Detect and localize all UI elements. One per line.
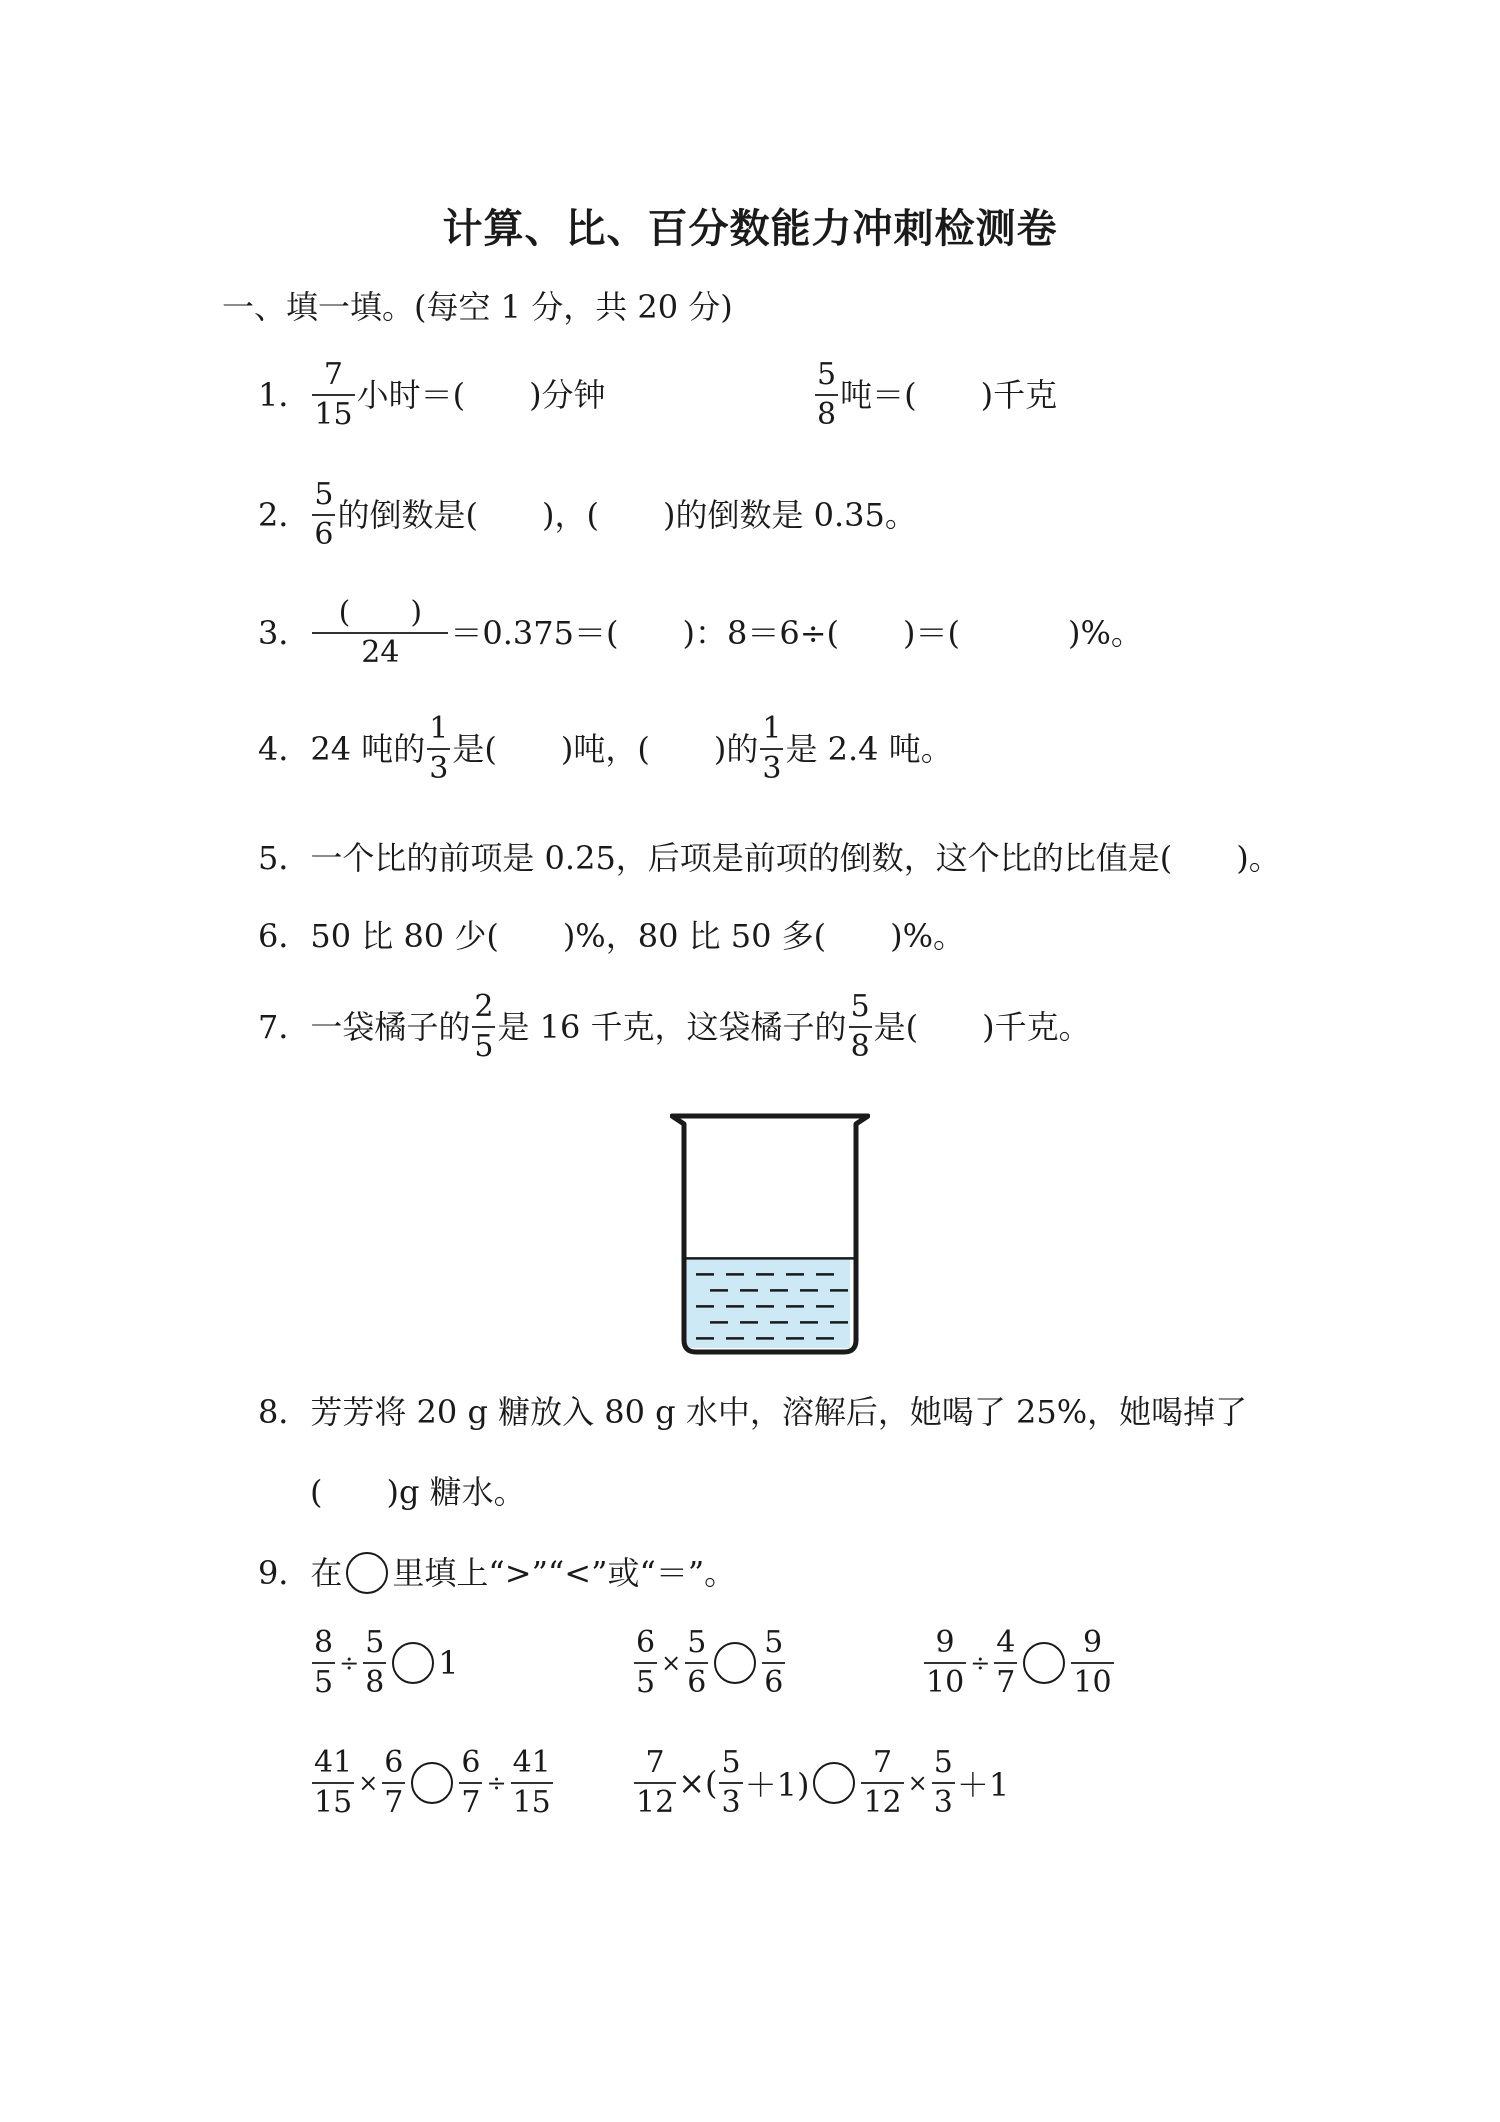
fraction: $\frac{1}{3}$ (762, 711, 782, 786)
fraction: $\frac{5}{8}$ (817, 357, 837, 432)
fraction-blank[interactable]: $\frac{( )}{24}$ (312, 598, 448, 668)
compare-expression-1: $\frac{8}{5}$ ÷ $\frac{5}{8}$ 1 (314, 1625, 459, 1700)
question-3: 3． $\frac{( )}{24}$ ＝0.375＝( )：8＝6÷( )＝( )%。 (258, 595, 1143, 670)
question-8-line-2: ( )g 糖水。 (310, 1473, 526, 1511)
compare-circle[interactable] (813, 1762, 855, 1804)
fraction: $\frac{5}{6}$ (314, 477, 334, 552)
beaker-illustration (670, 1112, 870, 1362)
compare-expression-5: $\frac{7}{12}$ ×( $\frac{5}{3}$ ＋1) $\frac{7}{12}$ × $\frac{5}{3}$ ＋1 (636, 1745, 1010, 1820)
page-title: 计算、比、百分数能力冲刺检测卷 (442, 206, 1058, 252)
compare-circle[interactable] (714, 1642, 756, 1684)
question-9: 9． 在 里填上“>”“<”或“＝”。 (258, 1554, 737, 1592)
compare-expression-4: $\frac{41}{15}$ × $\frac{6}{7}$ $\frac{6}{7}$ ÷ $\frac{41}{15}$ (314, 1745, 551, 1820)
fraction: $\frac{7}{15}$ (314, 357, 353, 432)
compare-circle[interactable] (1023, 1642, 1065, 1684)
compare-expression-2: $\frac{6}{5}$ × $\frac{5}{6}$ $\frac{5}{6}$ (636, 1625, 784, 1700)
fraction: $\frac{2}{5}$ (474, 989, 494, 1064)
question-8: 8．芳芳将 20 g 糖放入 80 g 水中，溶解后，她喝了 25%，她喝掉了 (258, 1393, 1248, 1431)
question-5: 5．一个比的前项是 0.25，后项是前项的倒数，这个比的比值是( )。 (258, 839, 1281, 877)
compare-circle[interactable] (411, 1762, 453, 1804)
question-6: 6．50 比 80 少( )%，80 比 50 多( )%。 (258, 917, 966, 955)
question-1: 1． $\frac{7}{15}$ 小时＝( )分钟 (258, 357, 606, 432)
question-1b: $\frac{5}{8}$ 吨＝( )千克 (817, 357, 1058, 432)
question-4: 4． 24 吨的 $\frac{1}{3}$ 是( )吨，( )的 $\frac{1}{3}$ 是 2.4 吨。 (258, 711, 953, 786)
fraction: $\frac{1}{3}$ (429, 711, 449, 786)
compare-expression-3: $\frac{9}{10}$ ÷ $\frac{4}{7}$ $\frac{9}{10}$ (926, 1625, 1112, 1700)
question-2: 2． $\frac{5}{6}$ 的倒数是( )，( )的倒数是 0.35。 (258, 477, 917, 552)
question-7: 7． 一袋橘子的 $\frac{2}{5}$ 是 16 千克，这袋橘子的 $\frac{5}{8}$ 是( )千克。 (258, 989, 1091, 1064)
compare-circle[interactable] (392, 1642, 434, 1684)
section-heading: 一、填一填。(每空 1 分，共 20 分) (222, 288, 733, 326)
circle-symbol (346, 1552, 388, 1594)
water-fill (686, 1258, 850, 1348)
fraction: $\frac{5}{8}$ (850, 989, 870, 1064)
